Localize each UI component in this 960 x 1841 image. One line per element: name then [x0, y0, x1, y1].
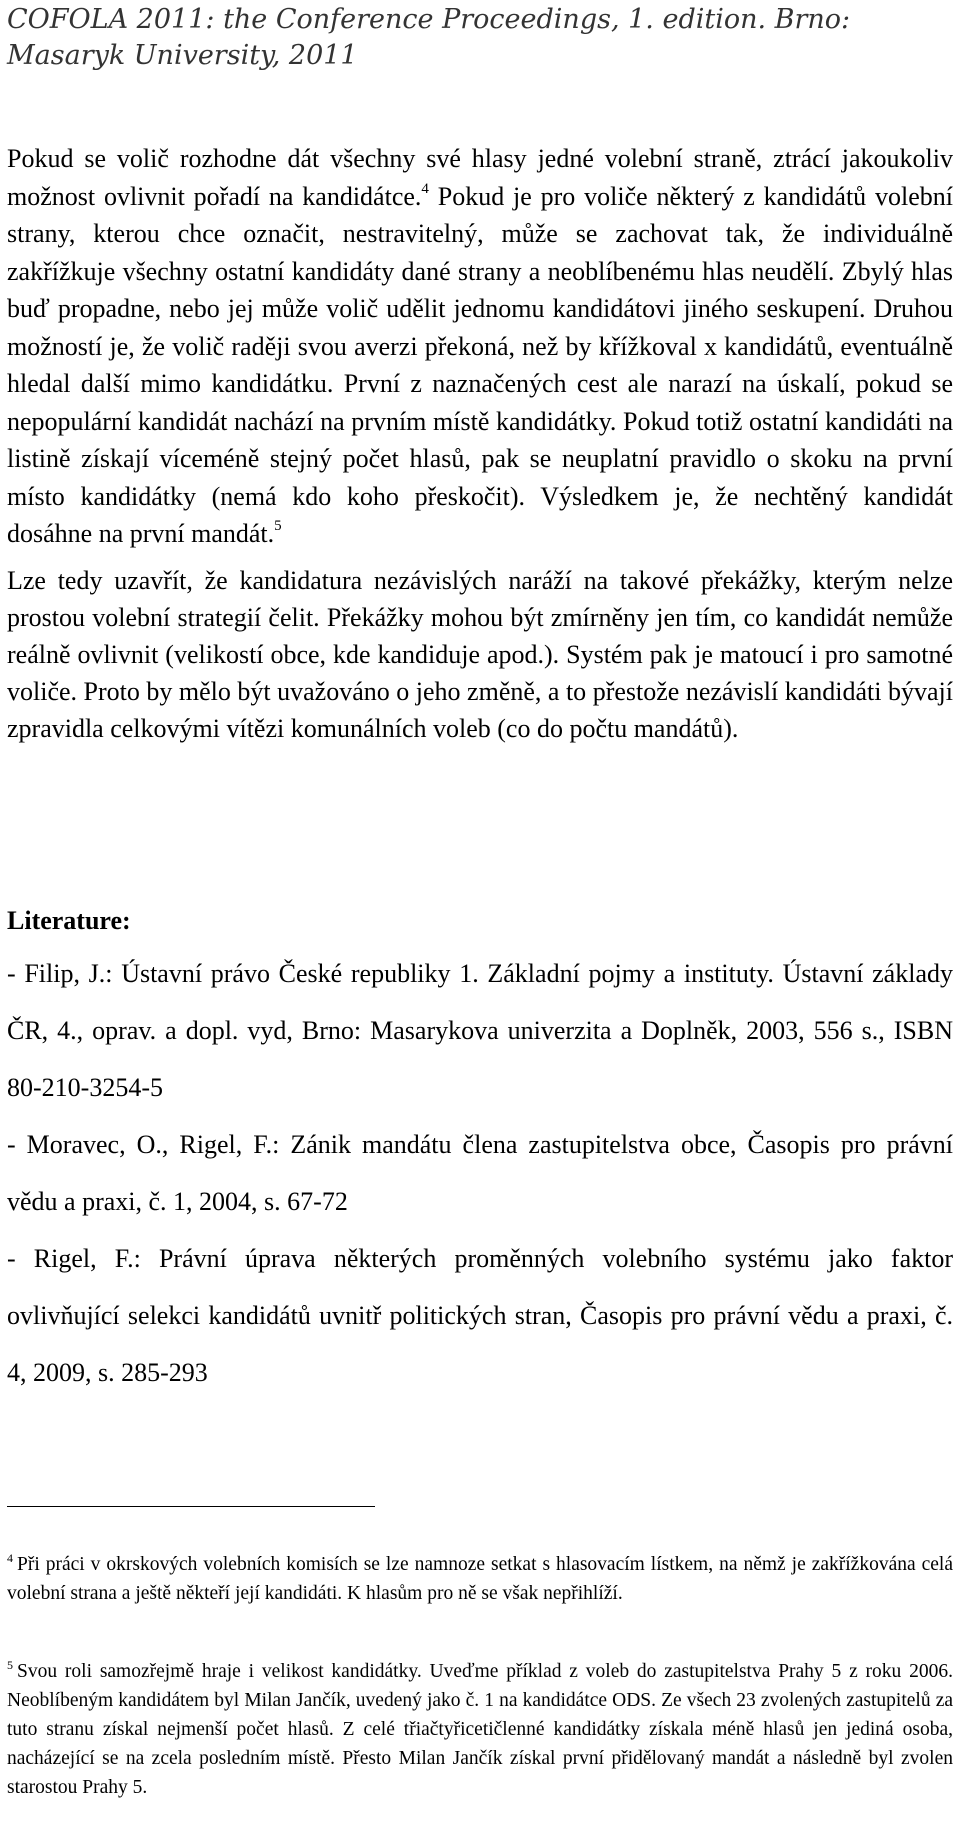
footnote-text: Svou roli samozřejmě hraje i velikost kandidátky. Uveďme příklad z voleb do zastupitelstva Prahy 5 z roku 2006. Neoblíbeným kandidátem byl Milan Jančík, uvedený jako č. 1 na kandidátce ODS. Ze všech 23 zvolených zastupitelů za tuto stranu získal nejmenší počet hlasů. Z celé třiačtyřicetičlenné kandidátky získala méně hlasů jen jediná osoba, nacházející se na zcela posledním místě. Přesto Milan Jančík získal první přidělovaný mandát a následně byl zvolen starostou Prahy 5. [7, 1661, 953, 1798]
body-paragraph-2: Lze tedy uzavřít, že kandidatura nezávislých naráží na takové překážky, kterým nelze prostou volební strategií čelit. Překážky mohou být zmírněny jen tím, co kandidát nemůže reálně ovlivnit (velikostí obce, kde kandiduje apod.). Systém pak je matoucí i pro samotné voliče. Proto by mělo být uvažováno o jeho změně, a to přestože nezávislí kandidáti bývají zpravidla celkovými vítězi komunálních voleb (co do počtu mandátů). [7, 566, 953, 743]
footnote-ref-5[interactable]: 5 [274, 518, 282, 534]
footnote-mark: 5 [7, 1658, 13, 1672]
paragraph-text: Pokud je pro voliče některý z kandidátů volební strany, kterou chce označit, nestravitelný, může se zachovat tak, že individuálně zakřížkuje všechny ostatní kandidáty dané strany a neoblíbenému hlas neudělí. Zbylý hlas buď propadne, nebo jej může volič udělit jednomu kandidátovi jiného seskupení. Druhou možností je, že volič raději svou averzi překoná, než by křížkoval x kandidátů, eventuálně hledal další mimo kandidátku. První z naznačených cest ale narazí na úskalí, pokud se nepopulární kandidát nachází na prvním místě kandidátky. Pokud totiž ostatní kandidáti na listině získají víceméně stejný počet hlasů, pak se neuplatní pravidlo o skoku na první místo kandidátky (nemá kdo koho přeskočit). Výsledkem je, že nechtěný kandidát dosáhne na první mandát. [7, 181, 953, 548]
literature-item: - Rigel, F.: Právní úprava některých proměnných volebního systému jako faktor ovlivňující selekci kandidátů uvnitř politických stran, Časopis pro právní vědu a praxi, č. 4, 2009, s. 285-293 [7, 1244, 953, 1387]
literature-item: - Moravec, O., Rigel, F.: Zánik mandátu člena zastupitelstva obce, Časopis pro právní vědu a praxi, č. 1, 2004, s. 67-72 [7, 1130, 953, 1216]
footnote-5 [7, 1657, 953, 1802]
footnote-mark: 4 [7, 1551, 13, 1565]
paragraph-text: Pokud se volič rozhodne dát všechny své hlasy jedné volební straně, ztrácí jakoukoliv možnost ovlivnit pořadí na kandidátce. [7, 144, 953, 211]
literature-heading: Literature: [7, 906, 131, 935]
literature-item: - Filip, J.: Ústavní právo České republiky 1. Základní pojmy a instituty. Ústavní základy ČR, 4., oprav. a dopl. vyd, Brno: Masarykova univerzita a Doplněk, 2003, 556 s., ISBN 80-210-3254-5 [7, 959, 953, 1102]
footnote-ref-4[interactable]: 4 [421, 180, 429, 197]
footnote-separator [7, 1506, 375, 1507]
running-header: COFOLA 2011: the Conference Proceedings, 1. edition. Brno: Masaryk University, 2011 [7, 4, 851, 71]
footnote-4 [7, 1550, 953, 1608]
footnote-text: Při práci v okrskových volebních komisích se lze namnoze setkat s hlasovacím lístkem, na němž je zakřížkována celá volební strana a ještě někteří její kandidáti. K hlasům pro ně se však nepřihlíží. [7, 1554, 953, 1604]
body-paragraph-1 [7, 140, 953, 553]
